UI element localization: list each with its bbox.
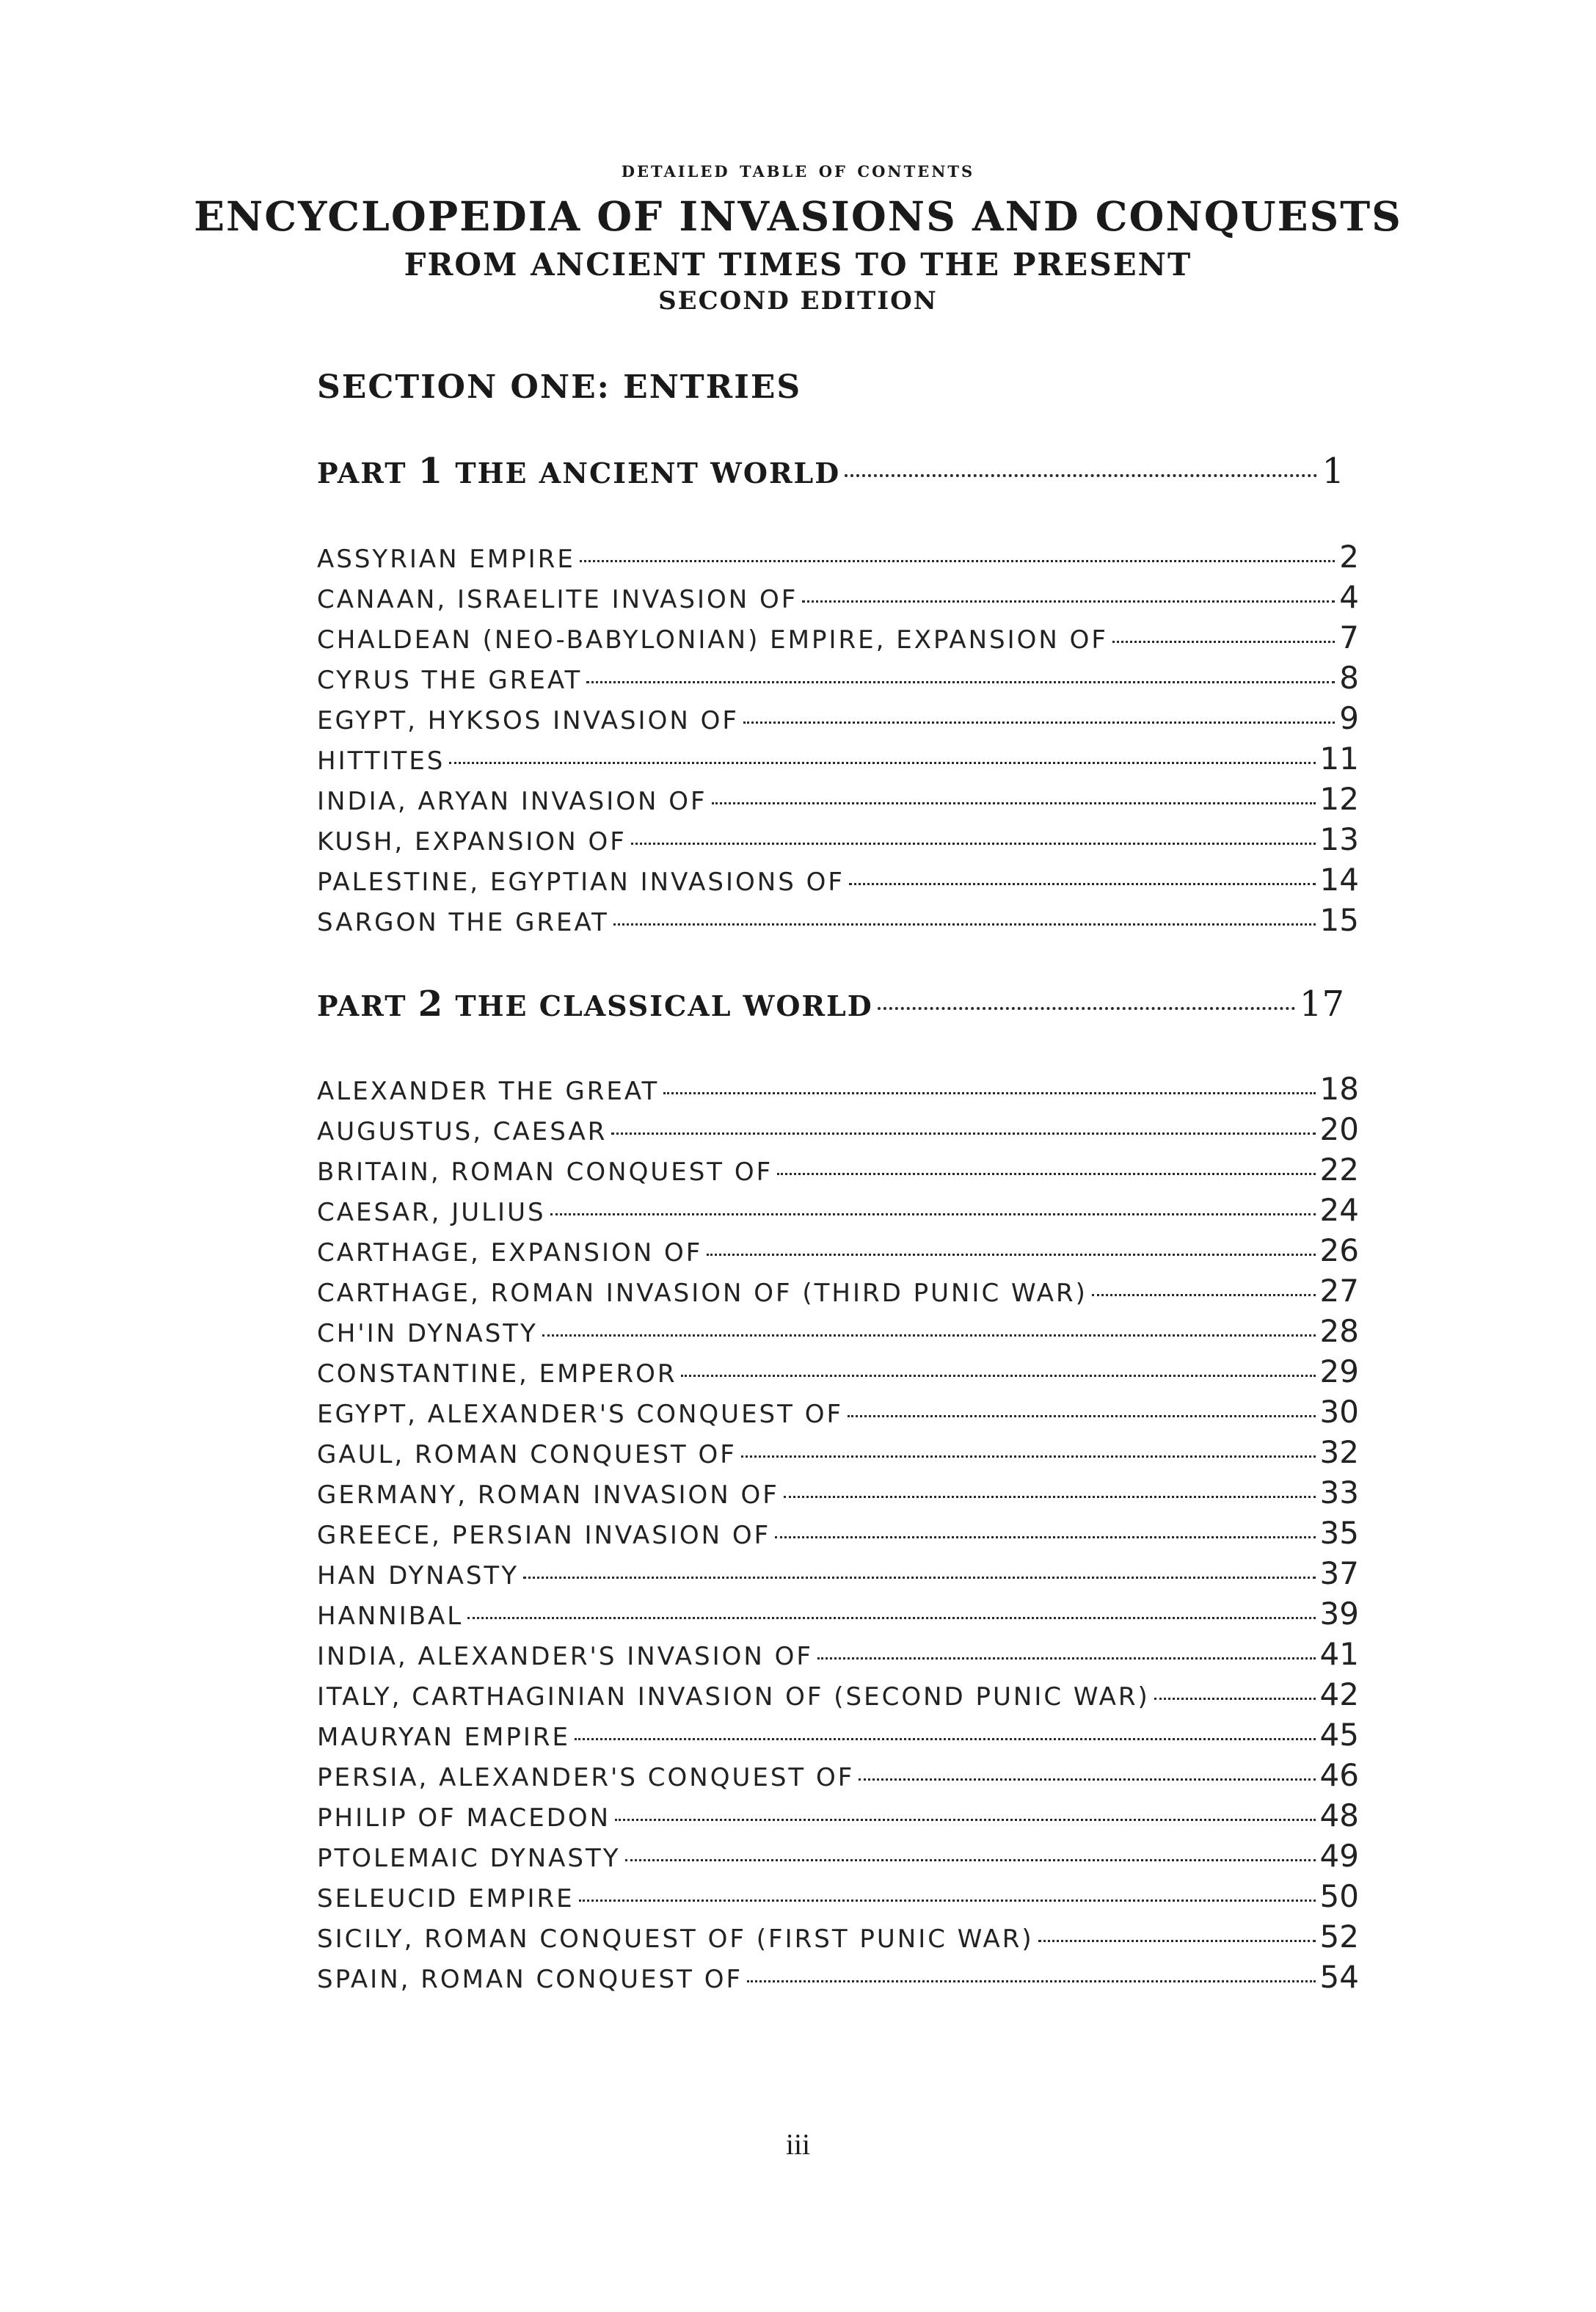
entry-page-number: 37	[1319, 1555, 1359, 1591]
entry-title: ALEXANDER THE GREAT	[317, 1077, 660, 1106]
section-heading: SECTION ONE: ENTRIES	[317, 368, 802, 406]
entry-page-number: 13	[1319, 821, 1359, 857]
entry-page-number: 9	[1339, 700, 1359, 736]
dot-leader	[743, 721, 1335, 724]
entry-page-number: 46	[1319, 1757, 1359, 1793]
entry-title: CYRUS THE GREAT	[317, 666, 583, 695]
dot-leader	[663, 1092, 1315, 1094]
entry-page-number: 52	[1319, 1919, 1359, 1955]
toc-entry[interactable]	[317, 781, 1359, 817]
dot-leader	[1092, 1294, 1316, 1296]
toc-entry[interactable]	[317, 1273, 1359, 1309]
toc-entry[interactable]	[317, 1636, 1359, 1672]
entry-title: CARTHAGE, EXPANSION OF	[317, 1238, 703, 1268]
page-number: iii	[785, 2128, 811, 2161]
dot-leader	[878, 1007, 1295, 1010]
dot-leader	[613, 923, 1316, 926]
entry-page-number: 45	[1319, 1717, 1359, 1753]
dot-leader	[1112, 641, 1335, 643]
entry-title: SELEUCID EMPIRE	[317, 1884, 575, 1913]
entry-title: SPAIN, ROMAN CONQUEST OF	[317, 1965, 743, 1994]
part-2-heading[interactable]	[317, 984, 1344, 1025]
dot-leader	[1154, 1698, 1316, 1700]
part-title: PART 2 THE CLASSICAL WORLD	[317, 984, 873, 1025]
entry-page-number: 14	[1319, 862, 1359, 898]
entry-title: CONSTANTINE, EMPEROR	[317, 1359, 677, 1389]
toc-entry[interactable]	[317, 1394, 1359, 1430]
toc-entry[interactable]	[317, 1111, 1359, 1147]
dot-leader	[848, 1415, 1316, 1417]
dot-leader	[1038, 1940, 1316, 1942]
entry-page-number: 24	[1319, 1192, 1359, 1228]
toc-entry[interactable]	[317, 1434, 1359, 1470]
entry-title: INDIA, ALEXANDER'S INVASION OF	[317, 1642, 813, 1671]
toc-label: detailed table of contents	[621, 157, 975, 183]
entry-title: GERMANY, ROMAN INVASION OF	[317, 1480, 779, 1510]
toc-entry[interactable]	[317, 1919, 1359, 1955]
entry-title: BRITAIN, ROMAN CONQUEST OF	[317, 1157, 773, 1187]
book-subtitle: FROM ANCIENT TIMES TO THE PRESENT	[404, 247, 1192, 283]
entry-page-number: 30	[1319, 1394, 1359, 1430]
dot-leader	[802, 600, 1335, 603]
entry-title: ASSYRIAN EMPIRE	[317, 545, 575, 574]
entry-title: HITTITES	[317, 746, 445, 776]
entry-page-number: 4	[1339, 579, 1359, 615]
toc-entry[interactable]	[317, 1596, 1359, 1632]
entry-page-number: 12	[1319, 781, 1359, 817]
part-title: PART 1 THE ANCIENT WORLD	[317, 451, 841, 492]
entry-page-number: 29	[1319, 1353, 1359, 1389]
toc-entry[interactable]	[317, 1555, 1359, 1591]
dot-leader	[611, 1133, 1315, 1135]
entry-page-number: 39	[1319, 1596, 1359, 1632]
toc-entry[interactable]	[317, 619, 1359, 655]
entry-page-number: 8	[1339, 660, 1359, 696]
toc-entry[interactable]	[317, 1797, 1359, 1833]
entry-page-number: 48	[1319, 1797, 1359, 1833]
entry-title: CHALDEAN (NEO-BABYLONIAN) EMPIRE, EXPANSION OF	[317, 625, 1108, 655]
entry-title: SICILY, ROMAN CONQUEST OF (FIRST PUNIC WAR)	[317, 1924, 1034, 1954]
entry-title: HAN DYNASTY	[317, 1561, 519, 1591]
entry-title: HANNIBAL	[317, 1602, 464, 1631]
dot-leader	[784, 1496, 1316, 1498]
entry-page-number: 18	[1319, 1071, 1359, 1107]
dot-leader	[615, 1819, 1315, 1821]
toc-entry[interactable]	[317, 700, 1359, 736]
entry-title: CH'IN DYNASTY	[317, 1319, 538, 1348]
entry-page-number: 35	[1319, 1515, 1359, 1551]
toc-entry[interactable]	[317, 1676, 1359, 1712]
toc-entry[interactable]	[317, 539, 1359, 575]
toc-entry[interactable]	[317, 1515, 1359, 1551]
entry-title: INDIA, ARYAN INVASION OF	[317, 787, 707, 816]
dot-leader	[467, 1617, 1315, 1619]
entry-title: SARGON THE GREAT	[317, 908, 609, 937]
entry-page-number: 27	[1319, 1273, 1359, 1309]
toc-entry[interactable]	[317, 1353, 1359, 1389]
dot-leader	[777, 1173, 1315, 1175]
toc-entry[interactable]	[317, 821, 1359, 857]
toc-entry[interactable]	[317, 1192, 1359, 1228]
entry-title: KUSH, EXPANSION OF	[317, 827, 627, 857]
dot-leader	[775, 1536, 1315, 1538]
toc-entry[interactable]	[317, 1838, 1359, 1874]
entry-page-number: 7	[1339, 619, 1359, 655]
dot-leader	[741, 1455, 1316, 1458]
entry-title: AUGUSTUS, CAESAR	[317, 1117, 608, 1146]
dot-leader	[580, 560, 1335, 562]
entry-title: GREECE, PERSIAN INVASION OF	[317, 1521, 771, 1550]
dot-leader	[845, 474, 1317, 477]
entry-title: PERSIA, ALEXANDER'S CONQUEST OF	[317, 1763, 855, 1792]
dot-leader	[707, 1254, 1315, 1256]
toc-entry[interactable]	[317, 1475, 1359, 1511]
toc-entry[interactable]	[317, 902, 1359, 938]
entry-page-number: 32	[1319, 1434, 1359, 1470]
entry-page-number: 54	[1319, 1959, 1359, 1995]
entry-title: PTOLEMAIC DYNASTY	[317, 1844, 621, 1873]
part-page-number: 1	[1322, 451, 1344, 492]
dot-leader	[542, 1334, 1316, 1337]
entry-page-number: 42	[1319, 1676, 1359, 1712]
entry-page-number: 41	[1319, 1636, 1359, 1672]
entry-title: CARTHAGE, ROMAN INVASION OF (THIRD PUNIC WAR)	[317, 1279, 1087, 1308]
dot-leader	[449, 762, 1315, 764]
book-title: ENCYCLOPEDIA OF INVASIONS AND CONQUESTS	[194, 192, 1402, 240]
dot-leader	[712, 802, 1316, 804]
part-page-number: 17	[1299, 984, 1344, 1025]
entry-page-number: 33	[1319, 1475, 1359, 1511]
entry-page-number: 22	[1319, 1152, 1359, 1188]
toc-entry[interactable]	[317, 1757, 1359, 1793]
entry-page-number: 28	[1319, 1313, 1359, 1349]
entry-title: GAUL, ROMAN CONQUEST OF	[317, 1440, 737, 1469]
dot-leader	[747, 1980, 1316, 1982]
entry-title: CANAAN, ISRAELITE INVASION OF	[317, 585, 798, 614]
dot-leader	[625, 1859, 1316, 1861]
toc-entry[interactable]	[317, 1959, 1359, 1995]
entry-page-number: 49	[1319, 1838, 1359, 1874]
entry-title: MAURYAN EMPIRE	[317, 1723, 571, 1752]
toc-entry[interactable]	[317, 1717, 1359, 1753]
toc-entry[interactable]	[317, 1071, 1359, 1107]
toc-entry[interactable]	[317, 741, 1359, 777]
toc-entry[interactable]	[317, 1152, 1359, 1188]
part-1-heading[interactable]	[317, 451, 1344, 492]
entry-title: CAESAR, JULIUS	[317, 1198, 546, 1227]
toc-entry[interactable]	[317, 862, 1359, 898]
entry-title: EGYPT, HYKSOS INVASION OF	[317, 706, 739, 735]
book-edition: SECOND EDITION	[658, 286, 938, 316]
entry-page-number: 26	[1319, 1232, 1359, 1268]
dot-leader	[681, 1375, 1315, 1377]
toc-entry[interactable]	[317, 660, 1359, 696]
toc-entry[interactable]	[317, 1232, 1359, 1268]
entry-page-number: 15	[1319, 902, 1359, 938]
entry-title: EGYPT, ALEXANDER'S CONQUEST OF	[317, 1400, 844, 1429]
entry-title: PHILIP OF MACEDON	[317, 1803, 611, 1833]
dot-leader	[859, 1778, 1315, 1781]
dot-leader	[849, 883, 1316, 885]
entry-page-number: 20	[1319, 1111, 1359, 1147]
dot-leader	[579, 1900, 1316, 1902]
entry-page-number: 11	[1319, 741, 1359, 777]
dot-leader	[575, 1738, 1316, 1740]
dot-leader	[817, 1657, 1316, 1660]
dot-leader	[631, 843, 1316, 845]
entry-page-number: 50	[1319, 1878, 1359, 1914]
entry-title: ITALY, CARTHAGINIAN INVASION OF (SECOND PUNIC WAR)	[317, 1682, 1150, 1712]
entry-title: PALESTINE, EGYPTIAN INVASIONS OF	[317, 868, 845, 897]
entry-page-number: 2	[1339, 539, 1359, 575]
toc-entry[interactable]	[317, 1313, 1359, 1349]
toc-entry[interactable]	[317, 1878, 1359, 1914]
dot-leader	[523, 1577, 1316, 1579]
dot-leader	[586, 681, 1335, 683]
dot-leader	[550, 1213, 1316, 1215]
toc-entry[interactable]	[317, 579, 1359, 615]
